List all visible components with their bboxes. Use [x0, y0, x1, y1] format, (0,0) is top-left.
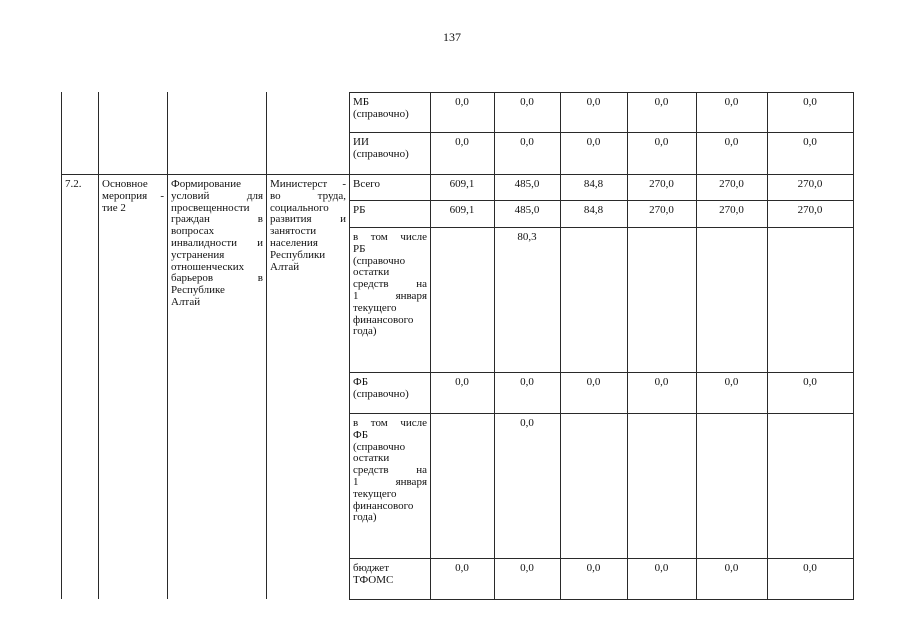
amount-cell: 270,0	[797, 205, 823, 216]
table-border-vertical	[430, 92, 431, 599]
amount-cell: 0,0	[654, 137, 669, 148]
amount-cell: 0,0	[803, 97, 817, 108]
funding-source-line: ФБ	[353, 377, 369, 388]
amount-cell: 485,0	[514, 205, 540, 216]
funding-source-line: (справочно	[353, 255, 406, 267]
table-border-vertical	[767, 92, 768, 599]
executor-line: Министерст -	[270, 179, 346, 190]
funding-source-line: (справочно	[353, 441, 406, 453]
amount-cell: 0,0	[520, 563, 534, 574]
amount-cell: 270,0	[649, 205, 674, 216]
table-border-vertical	[61, 92, 62, 599]
amount-cell: 0,0	[654, 563, 669, 574]
amount-cell: 84,8	[583, 179, 604, 190]
amount-cell: 0,0	[724, 563, 739, 574]
amount-cell: 0,0	[586, 97, 601, 108]
event-description-line: Республике	[171, 285, 225, 297]
funding-source-line: остатки	[353, 267, 390, 279]
funding-source-line: МБ	[353, 97, 370, 108]
funding-source-line: РБ	[353, 205, 366, 216]
table-border-horizontal	[349, 372, 854, 373]
executor-line: социального	[270, 202, 329, 214]
table-border-horizontal	[349, 599, 854, 600]
amount-cell: 84,8	[583, 205, 604, 216]
amount-cell: 270,0	[719, 179, 744, 190]
event-name-line: мероприя -	[102, 190, 164, 202]
event-description-line: инвалидности и	[171, 238, 263, 249]
event-name-line: Основное	[102, 179, 148, 190]
amount-cell: 485,0	[514, 179, 540, 190]
funding-source-line: 1 января	[353, 477, 427, 488]
funding-source-line: бюджет	[353, 563, 389, 574]
event-description-line: вопросах	[171, 226, 215, 238]
event-description-line: просвещенности	[171, 202, 250, 214]
table-border-vertical	[266, 92, 267, 599]
amount-cell: 270,0	[649, 179, 674, 190]
amount-cell: 0,0	[520, 377, 534, 388]
event-name-line: тие 2	[102, 202, 126, 214]
executor-line: Алтай	[270, 261, 300, 273]
amount-cell: 0,0	[520, 418, 534, 429]
event-description-line: отношенческих	[171, 261, 245, 273]
funding-source-line: в том числе	[353, 418, 427, 429]
amount-cell: 0,0	[455, 97, 469, 108]
funding-source-line: ТФОМС	[353, 574, 394, 586]
funding-source-line: финансового	[353, 314, 414, 326]
amount-cell: 270,0	[797, 179, 823, 190]
funding-source-line: ФБ	[353, 429, 369, 441]
table-border-vertical	[98, 92, 99, 599]
amount-cell: 0,0	[520, 137, 534, 148]
amount-cell: 609,1	[449, 179, 475, 190]
table-border-horizontal	[349, 132, 854, 133]
funding-source-line: средств на	[353, 465, 427, 477]
funding-source-line: в том числе	[353, 232, 427, 243]
amount-cell: 0,0	[724, 97, 739, 108]
amount-cell: 0,0	[586, 377, 601, 388]
funding-source-line: (справочно)	[353, 148, 409, 160]
event-description-line: Алтай	[171, 297, 201, 308]
amount-cell: 0,0	[586, 137, 601, 148]
amount-cell: 270,0	[719, 205, 744, 216]
amount-cell: 0,0	[724, 137, 739, 148]
funding-source-line: года)	[353, 326, 377, 338]
table-border-horizontal	[61, 174, 854, 175]
event-description-line: устранения	[171, 249, 225, 261]
funding-source-line: (справочно)	[353, 108, 409, 120]
amount-cell: 0,0	[520, 97, 534, 108]
executor-line: Республики	[270, 249, 326, 261]
amount-cell: 609,1	[449, 205, 475, 216]
table-border-vertical	[494, 92, 495, 599]
page-number: 137	[443, 30, 461, 44]
amount-cell: 80,3	[517, 232, 537, 243]
table-border-vertical	[560, 92, 561, 599]
executor-line: занятости	[270, 226, 317, 238]
amount-cell: 0,0	[455, 377, 469, 388]
table-border-horizontal	[349, 227, 854, 228]
executor-line: населения	[270, 238, 318, 249]
amount-cell: 0,0	[654, 97, 669, 108]
table-border-horizontal	[349, 200, 854, 201]
table-border-vertical	[853, 92, 854, 599]
event-description-line: условий для	[171, 190, 263, 202]
amount-cell: 0,0	[654, 377, 669, 388]
table-border-vertical	[167, 92, 168, 599]
amount-cell: 0,0	[586, 563, 601, 574]
table-border-horizontal	[349, 92, 854, 93]
amount-cell: 0,0	[803, 377, 817, 388]
amount-cell: 0,0	[455, 563, 469, 574]
funding-source-line: финансового	[353, 500, 414, 512]
table-border-horizontal	[349, 558, 854, 559]
funding-source-line: текущего	[353, 302, 397, 314]
amount-cell: 0,0	[803, 563, 817, 574]
funding-source-line: остатки	[353, 453, 390, 465]
table-border-horizontal	[349, 413, 854, 414]
funding-source-line: 1 января	[353, 291, 427, 302]
funding-source-line: Всего	[353, 179, 380, 190]
table-border-vertical	[349, 92, 350, 599]
funding-source-line: средств на	[353, 279, 427, 291]
amount-cell: 0,0	[724, 377, 739, 388]
funding-source-line: РБ	[353, 243, 366, 255]
amount-cell: 0,0	[803, 137, 817, 148]
row-number: 7.2.	[65, 179, 82, 190]
amount-cell: 0,0	[455, 137, 469, 148]
event-description-line: барьеров в	[171, 273, 263, 285]
executor-line: развития и	[270, 214, 346, 226]
funding-source-line: (справочно)	[353, 388, 409, 400]
funding-source-line: текущего	[353, 488, 397, 500]
event-description-line: Формирование	[171, 179, 241, 190]
table-border-vertical	[627, 92, 628, 599]
table-border-vertical	[696, 92, 697, 599]
event-description-line: граждан в	[171, 214, 263, 226]
executor-line: во труда,	[270, 190, 346, 202]
funding-source-line: ИИ	[353, 137, 369, 148]
funding-source-line: года)	[353, 512, 377, 524]
